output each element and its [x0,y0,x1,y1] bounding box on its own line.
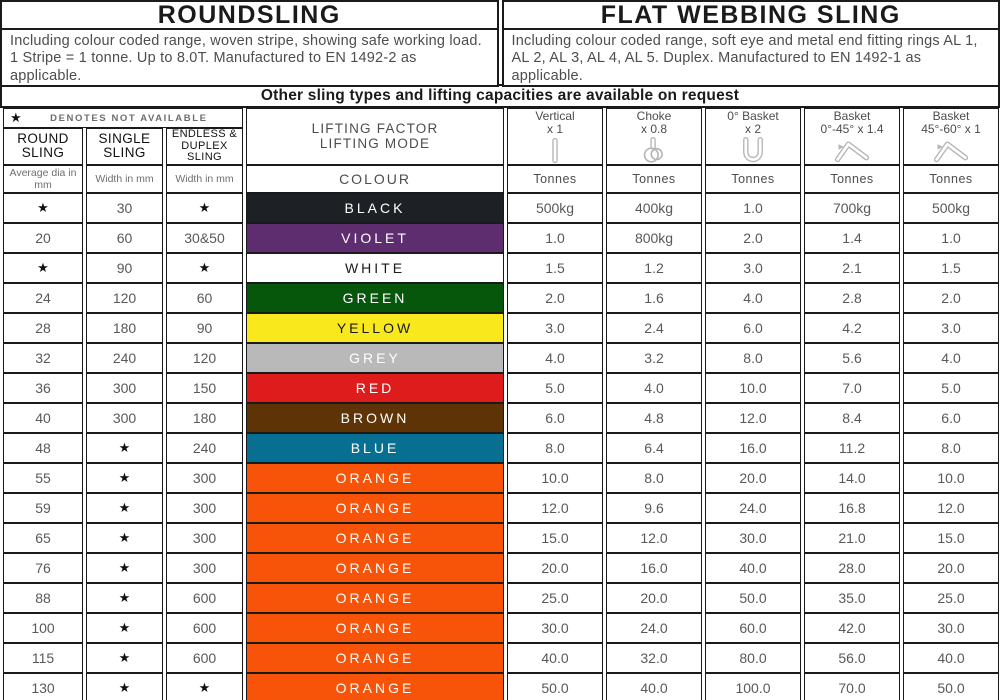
table-row [3,493,999,523]
mode-factor: 0°-45° x 1.4 [820,122,884,137]
capacity-cell: 3.2 [606,343,702,373]
mode-name: Choke [636,109,672,123]
capacity-cell: 8.0 [705,343,801,373]
mode-header-choke [606,108,702,165]
single-width-cell: 300 [86,373,163,403]
capacity-cell: 500kg [507,193,603,223]
round-sling-subheader: Average dia in mm [3,165,83,193]
round-dia-cell: 40 [3,403,83,433]
capacity-cell: 80.0 [705,643,801,673]
capacity-cell: 4.0 [903,343,999,373]
capacity-cell: 1.5 [903,253,999,283]
capacity-cell: 14.0 [804,463,900,493]
table-row [3,283,999,313]
endless-width-cell: 90 [166,313,243,343]
capacity-cell: 10.0 [903,463,999,493]
not-available-note [3,108,243,128]
capacity-cell: 700kg [804,193,900,223]
single-width-cell: ★ [86,643,163,673]
round-dia-cell: 48 [3,433,83,463]
capacity-cell: 5.0 [903,373,999,403]
vertical-sling-icon [533,137,577,164]
capacity-cell: 1.5 [507,253,603,283]
colour-band-cell: ORANGE [246,463,504,493]
colour-band-cell: ORANGE [246,673,504,700]
single-width-cell: 300 [86,403,163,433]
capacity-cell: 2.0 [903,283,999,313]
capacity-cell: 6.0 [705,313,801,343]
single-width-cell: ★ [86,523,163,553]
endless-width-cell: ★ [166,673,243,700]
table-row [3,253,999,283]
endless-width-cell: 180 [166,403,243,433]
capacity-cell: 800kg [606,223,702,253]
capacity-cell: 8.0 [903,433,999,463]
capacity-cell: 4.2 [804,313,900,343]
capacity-cell: 20.0 [606,583,702,613]
round-sling-column-header: ROUND SLING [3,128,83,165]
single-width-cell: 90 [86,253,163,283]
endless-duplex-column-header: ENDLESS & DUPLEX SLING [166,128,243,165]
capacity-cell: 15.0 [507,523,603,553]
note-text: DENOTES NOT AVAILABLE [50,112,208,124]
mode-factor: 45°-60° x 1 [921,122,981,137]
tonnes-unit-header: Tonnes [804,165,900,193]
single-width-cell: ★ [86,463,163,493]
colour-band-cell: ORANGE [246,523,504,553]
colour-band-cell: WHITE [246,253,504,283]
round-dia-cell: 20 [3,223,83,253]
round-dia-cell: 88 [3,583,83,613]
roundsling-description: Including colour coded range, woven stripe, showing safe working load. 1 Stripe = 1 tonne. Up to 8.0T. Manufactured to EN 1492-2 as applicable. [10,33,482,84]
capacity-cell: 20.0 [507,553,603,583]
capacity-cell: 4.0 [606,373,702,403]
table-row [3,673,999,700]
capacity-cell: 6.0 [903,403,999,433]
single-width-cell: 120 [86,283,163,313]
capacity-cell: 24.0 [705,493,801,523]
tonnes-unit-header: Tonnes [705,165,801,193]
colour-band-cell: BLACK [246,193,504,223]
capacity-cell: 20.0 [705,463,801,493]
endless-width-cell: 300 [166,553,243,583]
request-banner: Other sling types and lifting capacities are available on request [0,84,1000,108]
capacity-cell: 8.0 [606,463,702,493]
capacity-cell: 11.2 [804,433,900,463]
mode-name: 0° Basket [727,109,779,123]
capacity-cell: 42.0 [804,613,900,643]
capacity-cell: 50.0 [507,673,603,700]
colour-band-cell: ORANGE [246,643,504,673]
capacity-cell: 25.0 [507,583,603,613]
mode-header-basket-0-45 [804,108,900,165]
round-dia-cell: 32 [3,343,83,373]
mode-header-vertical [507,108,603,165]
capacity-cell: 60.0 [705,613,801,643]
table-row [3,523,999,553]
capacity-cell: 24.0 [606,613,702,643]
tonnes-unit-header: Tonnes [903,165,999,193]
capacity-cell: 40.0 [606,673,702,700]
table-row [3,463,999,493]
capacity-cell: 15.0 [903,523,999,553]
table-row [3,223,999,253]
capacity-cell: 70.0 [804,673,900,700]
colour-band-cell: GREEN [246,283,504,313]
colour-band-cell: BLUE [246,433,504,463]
capacity-cell: 1.0 [903,223,999,253]
single-width-cell: 180 [86,313,163,343]
endless-width-cell: 240 [166,433,243,463]
round-dia-cell: ★ [3,193,83,223]
mode-name: Vertical [535,109,575,123]
table-row [3,553,999,583]
lifting-mode-label: LIFTING MODE [319,136,431,152]
table-row [3,313,999,343]
table-row [3,193,999,223]
endless-width-cell: 300 [166,463,243,493]
single-width-cell: ★ [86,583,163,613]
top-panels [0,0,1000,84]
round-dia-cell: 55 [3,463,83,493]
tonnes-unit-header: Tonnes [507,165,603,193]
capacity-cell: 2.0 [705,223,801,253]
round-dia-cell: 130 [3,673,83,700]
colour-band-cell: GREY [246,343,504,373]
colour-band-cell: ORANGE [246,583,504,613]
basket-45-60-icon [929,137,973,164]
mode-header-basket-45-60 [903,108,999,165]
mode-name: Basket [932,109,970,123]
round-dia-cell: 28 [3,313,83,343]
endless-width-cell: 300 [166,493,243,523]
colour-band-cell: YELLOW [246,313,504,343]
endless-width-cell: 60 [166,283,243,313]
table-row [3,373,999,403]
round-dia-cell: 115 [3,643,83,673]
single-width-cell: 30 [86,193,163,223]
choke-sling-icon [632,137,676,164]
tonnes-unit-header: Tonnes [606,165,702,193]
table-row [3,343,999,373]
capacity-cell: 12.0 [903,493,999,523]
capacity-cell: 3.0 [705,253,801,283]
capacity-cell: 40.0 [507,643,603,673]
capacity-cell: 16.0 [705,433,801,463]
lifting-factor-header [246,108,504,165]
capacity-cell: 1.6 [606,283,702,313]
capacity-cell: 50.0 [705,583,801,613]
roundsling-panel [0,0,499,87]
capacity-cell: 10.0 [507,463,603,493]
single-sling-subheader: Width in mm [86,165,163,193]
table-row [3,613,999,643]
endless-width-cell: 300 [166,523,243,553]
colour-band-cell: ORANGE [246,613,504,643]
capacity-cell: 4.0 [705,283,801,313]
capacity-cell: 4.8 [606,403,702,433]
capacity-cell: 16.8 [804,493,900,523]
capacity-cell: 25.0 [903,583,999,613]
capacity-cell: 16.0 [606,553,702,583]
capacity-cell: 21.0 [804,523,900,553]
table-row [3,583,999,613]
basket-0-45-icon [830,137,874,164]
round-dia-cell: 24 [3,283,83,313]
endless-duplex-subheader: Width in mm [166,165,243,193]
capacity-cell: 2.1 [804,253,900,283]
colour-band-cell: RED [246,373,504,403]
roundsling-title: ROUNDSLING [2,2,497,30]
mode-factor: x 2 [745,122,762,137]
endless-width-cell: 600 [166,643,243,673]
single-width-cell: 240 [86,343,163,373]
sling-table-body [3,193,999,700]
sling-capacity-table [0,108,1000,700]
capacity-cell: 500kg [903,193,999,223]
mode-name: Basket [833,109,871,123]
capacity-cell: 56.0 [804,643,900,673]
colour-band-cell: ORANGE [246,553,504,583]
capacity-cell: 9.6 [606,493,702,523]
capacity-cell: 32.0 [606,643,702,673]
endless-width-cell: ★ [166,253,243,283]
endless-width-cell: 120 [166,343,243,373]
round-dia-cell: 76 [3,553,83,583]
capacity-cell: 3.0 [903,313,999,343]
table-row [3,433,999,463]
endless-width-cell: 30&50 [166,223,243,253]
capacity-cell: 6.0 [507,403,603,433]
single-width-cell: ★ [86,613,163,643]
table-row [3,403,999,433]
capacity-cell: 1.4 [804,223,900,253]
capacity-cell: 50.0 [903,673,999,700]
capacity-cell: 4.0 [507,343,603,373]
lifting-factor-label: LIFTING FACTOR [311,121,439,137]
capacity-cell: 1.0 [507,223,603,253]
capacity-cell: 2.4 [606,313,702,343]
round-dia-cell: 100 [3,613,83,643]
capacity-cell: 100.0 [705,673,801,700]
capacity-cell: 6.4 [606,433,702,463]
endless-width-cell: 600 [166,613,243,643]
capacity-cell: 10.0 [705,373,801,403]
round-dia-cell: 59 [3,493,83,523]
single-sling-column-header: SINGLE SLING [86,128,163,165]
capacity-cell: 8.4 [804,403,900,433]
endless-width-cell: 150 [166,373,243,403]
colour-band-cell: ORANGE [246,493,504,523]
capacity-cell: 2.0 [507,283,603,313]
mode-header-basket-0 [705,108,801,165]
capacity-cell: 5.0 [507,373,603,403]
flat-webbing-panel [502,0,1000,87]
capacity-cell: 12.0 [606,523,702,553]
single-width-cell: ★ [86,673,163,700]
capacity-cell: 40.0 [705,553,801,583]
capacity-cell: 20.0 [903,553,999,583]
capacity-cell: 35.0 [804,583,900,613]
capacity-cell: 3.0 [507,313,603,343]
capacity-cell: 1.2 [606,253,702,283]
capacity-cell: 7.0 [804,373,900,403]
capacity-cell: 30.0 [705,523,801,553]
capacity-cell: 8.0 [507,433,603,463]
single-width-cell: ★ [86,493,163,523]
single-width-cell: ★ [86,433,163,463]
capacity-cell: 30.0 [507,613,603,643]
flat-webbing-title: FLAT WEBBING SLING [504,2,999,30]
capacity-cell: 12.0 [507,493,603,523]
capacity-cell: 1.0 [705,193,801,223]
single-width-cell: ★ [86,553,163,583]
capacity-cell: 28.0 [804,553,900,583]
capacity-cell: 30.0 [903,613,999,643]
colour-band-cell: VIOLET [246,223,504,253]
colour-column-header: COLOUR [246,165,504,193]
single-width-cell: 60 [86,223,163,253]
capacity-cell: 5.6 [804,343,900,373]
capacity-cell: 400kg [606,193,702,223]
round-dia-cell: ★ [3,253,83,283]
mode-factor: x 0.8 [641,122,668,137]
flat-webbing-description: Including colour coded range, soft eye and metal end fitting rings AL 1, AL 2, AL 3, AL 4, AL 5. Duplex. Manufactured to EN 1492-1 as applicable. [511,33,978,84]
round-dia-cell: 65 [3,523,83,553]
basket-0-icon [731,137,775,164]
round-dia-cell: 36 [3,373,83,403]
capacity-cell: 40.0 [903,643,999,673]
table-row [3,643,999,673]
mode-factor: x 1 [547,122,564,137]
capacity-cell: 2.8 [804,283,900,313]
endless-width-cell: ★ [166,193,243,223]
colour-band-cell: BROWN [246,403,504,433]
endless-width-cell: 600 [166,583,243,613]
star-icon: ★ [10,110,22,126]
capacity-cell: 12.0 [705,403,801,433]
